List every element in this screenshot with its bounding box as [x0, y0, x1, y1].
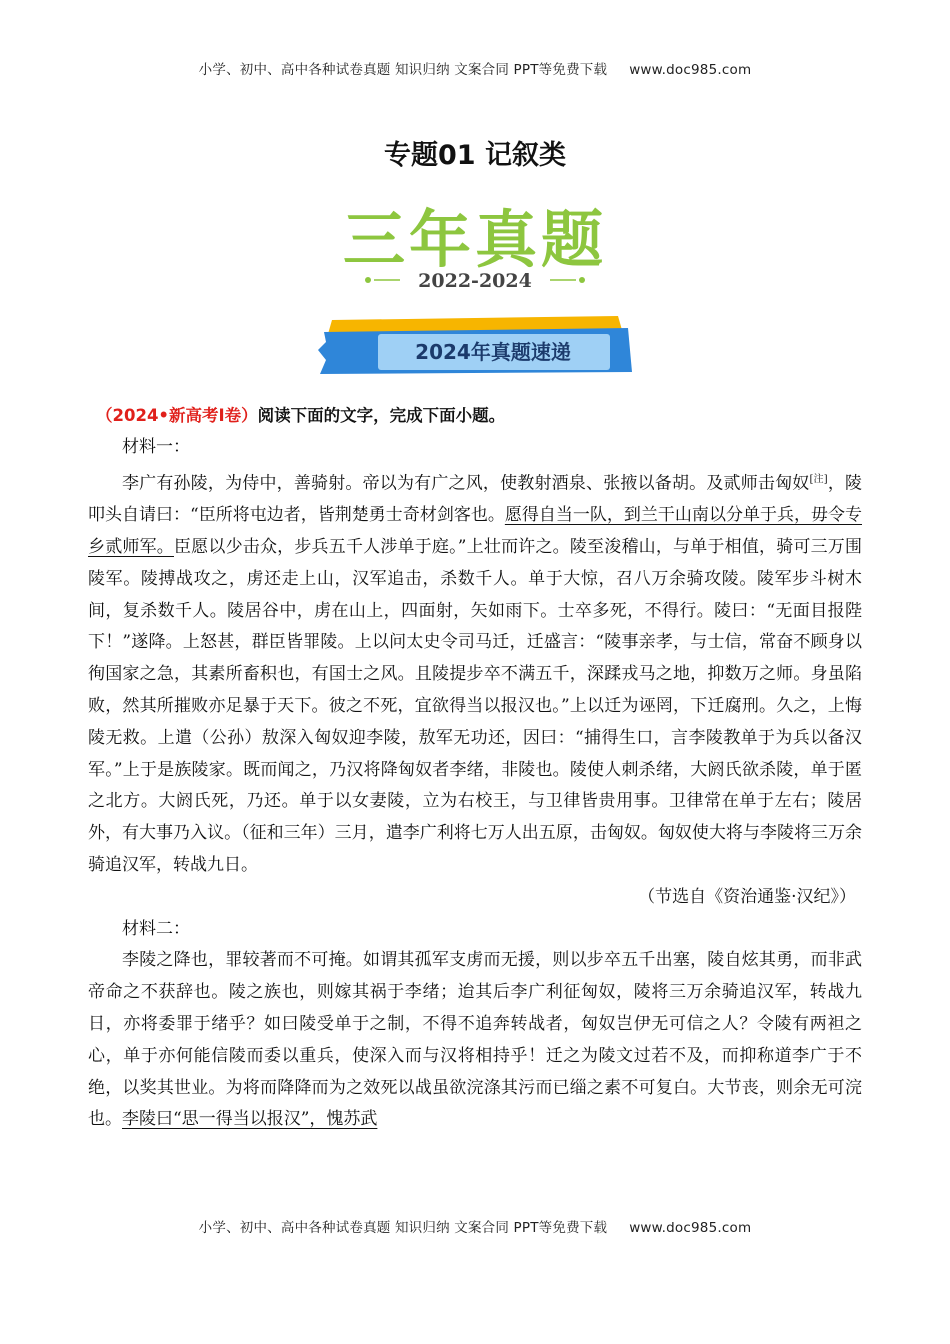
underlined-sentence: 愿得自当一队，到兰干山南以分单于兵，毋令专乡贰师军。	[88, 505, 862, 558]
page-title: 专题01 记叙类	[384, 140, 566, 171]
question-source: （2024•新高考Ⅰ卷）	[96, 406, 258, 425]
years-ornament	[360, 266, 590, 296]
big-title: 三年真题	[342, 203, 607, 276]
banner-label: 2024年真题速递	[415, 340, 571, 364]
note-marker[interactable]: [注]	[809, 473, 828, 485]
page-header-top	[0, 58, 950, 78]
years-text: 2022-2024	[418, 270, 532, 292]
material-one-passage	[88, 464, 862, 882]
material-one-label: 材料一：	[122, 437, 190, 457]
passage-text: 臣愿以少击众，步兵五千人涉单于庭。”上壮而许之。陵至浚稽山，与单于相值，骑可三万围陵军。陵搏战攻之，虏还走上山，汉军追击，杀数千人。单于大惊，召八万余骑攻陵。陵军步斗树木间，复杀数千人。陵居谷中，虏在山上，四面射，矢如雨下。士卒多死，不得行。陵曰：“无面目报陛下！”遂降。上怒甚，群臣皆罪陵。上以问太史令司马迁，迁盛言：“陵事亲孝，与士信，常奋不顾身以徇国家之急，其素所畜积也，有国士之风。且陵提步卒不满五千，深蹂戎马之地，抑数万之师。身虽陷败，然其所摧败亦足暴于天下。彼之不死，宜欲得当以报汉也。”上以迁为诬罔，下迁腐刑。久之，上悔陵无救。上遣（公孙）敖深入匈奴迎李陵，敖军无功还，因曰：“捕得生口，言李陵教单于为兵以备汉军。”上于是族陵家。既而闻之，乃汉将降匈奴者李绪，非陵也。陵使人刺杀绪，大阏氏欲杀陵，单于匿之北方。大阏氏死，乃还。单于以女妻陵，立为右校王，与卫律皆贵用事。卫律常在单于左右；陵居外，有大事乃入议。（征和三年）三月，遣李广利将七万人出五原，击匈奴。匈奴使大将与李陵将三万余骑追汉军，转战九日。	[88, 537, 862, 876]
header-text: 小学、初中、高中各种试卷真题 知识归纳 文案合同 PPT等免费下载	[198, 62, 608, 78]
page-footer	[0, 1216, 950, 1236]
passage-text: 李广有孙陵，为侍中，善骑射。帝以为有广之风，使教射酒泉、张掖以备胡。及贰师击匈奴	[122, 473, 810, 494]
header-url[interactable]: www.doc985.com	[629, 62, 752, 78]
question-instruction: 阅读下面的文字，完成下面小题。	[257, 406, 506, 425]
citation: （节选自《资治通鉴·汉纪》）	[638, 886, 856, 907]
footer-url[interactable]: www.doc985.com	[629, 1220, 752, 1236]
footer-text: 小学、初中、高中各种试卷真题 知识归纳 文案合同 PPT等免费下载	[198, 1220, 608, 1236]
passage-text: 李陵之降也，罪较著而不可掩。如谓其孤军支虏而无援，则以步卒五千出塞，陵自炫其勇，而非武帝命之不获辞也。陵之族也，则嫁其祸于李绪；迨其后李广利征匈奴，陵将三万余骑追汉军，转战九日，亦将委罪于绪乎？如曰陵受单于之制，不得不追奔转战者，匈奴岂伊无可信之人？令陵有两袒之心，单于亦何能信陵而委以重兵，使深入而与汉将相持乎！迁之为陵文过若不及，而抑称道李广于不绝，以奖其世业。为将而降降而为之效死以战虽欲浣涤其污而已缁之素不可复白。大节丧，则余无可浣也。	[88, 950, 862, 1130]
passage-text: ，陵叩头自请曰：“臣所将屯边者，皆荆楚勇士奇材剑客也。	[88, 473, 863, 526]
material-two-label: 材料二：	[122, 918, 190, 939]
material-one	[88, 432, 862, 1136]
question-line	[96, 402, 505, 426]
underlined-sentence-2: 李陵曰“思一得当以报汉”，愧苏武	[122, 1109, 378, 1130]
material-two-passage	[88, 945, 862, 1136]
years-divider	[0, 266, 950, 296]
